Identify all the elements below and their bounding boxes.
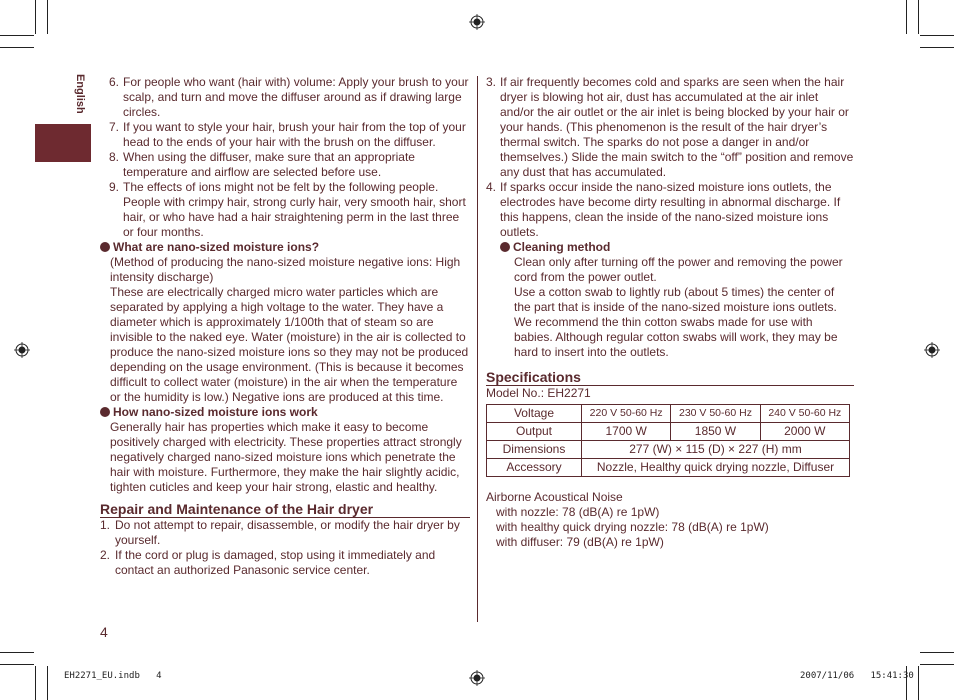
output-cell: 1700 W [582, 423, 671, 441]
repair-heading: Repair and Maintenance of the Hair dryer [100, 501, 470, 518]
registration-mark-icon [469, 670, 485, 686]
work-heading [100, 405, 470, 420]
list-number: 4. [486, 180, 497, 194]
voltage-label: Voltage [487, 405, 582, 423]
list-item [100, 150, 470, 180]
model-number: Model No.: EH2271 [486, 386, 591, 400]
work-text: Generally hair has properties which make it easy to become positively charged with electricity. These properties attract strongly negatively charged nano-sized moisture ions which penetrate the hair with moisture. Furthermore, they make the hair slightly acidic, tighten cuticles and keep your hair strong, elastic and healthy. [110, 420, 462, 494]
cleaning-heading-text: Cleaning method [513, 240, 611, 254]
output-label: Output [487, 423, 582, 441]
voltage-cell: 230 V 50-60 Hz [671, 405, 760, 423]
table-row [487, 459, 850, 477]
list-item [486, 180, 854, 240]
registration-mark-icon [924, 342, 940, 358]
crop-mark [906, 0, 907, 34]
voltage-cell: 220 V 50-60 Hz [582, 405, 671, 423]
list-text: The effects of ions might not be felt by the following people. People with crimpy hair, strong curly hair, very smooth hair, short hair, or who have had a hair straightening perm in the last three or four months. [123, 180, 466, 239]
spec-heading: Specifications [486, 369, 854, 386]
noise-line: with healthy quick drying nozzle: 78 (dB(A) re 1pW) [496, 520, 769, 534]
footer-file-page: 4 [156, 671, 162, 681]
crop-mark [920, 652, 954, 653]
crop-mark [918, 666, 919, 700]
list-text: When using the diffuser, make sure that an appropriate temperature and airflow are selected before use. [123, 150, 415, 179]
list-number: 8. [109, 150, 120, 164]
accessory-cell: Nozzle, Healthy quick drying nozzle, Diffuser [582, 459, 850, 477]
crop-mark [920, 47, 954, 48]
voltage-cell: 240 V 50-60 Hz [760, 405, 849, 423]
table-row [487, 441, 850, 459]
footer-file-name: EH2271_EU.indb [64, 671, 140, 681]
crop-mark [35, 666, 36, 700]
registration-mark-icon [14, 342, 30, 358]
nano-heading-text: What are nano-sized moisture ions? [113, 240, 320, 254]
spec-table [486, 404, 850, 477]
crop-mark [918, 0, 919, 34]
bullet-icon [500, 242, 510, 252]
bullet-icon [100, 242, 110, 252]
crop-mark [35, 0, 36, 34]
cleaning-heading [500, 240, 854, 255]
list-item [100, 120, 470, 150]
page-number: 4 [100, 624, 108, 640]
list-number: 3. [486, 75, 497, 89]
nano-method: (Method of producing the nano-sized moisture negative ions: High intensity discharge) [110, 255, 461, 284]
crop-mark [0, 652, 34, 653]
footer-time: 15:41:30 [870, 671, 914, 681]
dimensions-cell: 277 (W) × 115 (D) × 227 (H) mm [582, 441, 850, 459]
list-item [100, 180, 470, 240]
list-number: 2. [100, 548, 111, 562]
footer-timestamp [800, 671, 914, 681]
noise-line: with diffuser: 79 (dB(A) re 1pW) [496, 535, 664, 549]
crop-mark [920, 35, 954, 36]
language-tab-block [35, 124, 91, 162]
language-tab-label: English [74, 74, 86, 114]
left-column [100, 75, 470, 578]
noise-line: with nozzle: 78 (dB(A) re 1pW) [496, 505, 660, 519]
cleaning-text-1: Clean only after turning off the power and removing the power cord from the power outlet. [514, 255, 843, 284]
list-number: 6. [109, 75, 120, 89]
list-text: If the cord or plug is damaged, stop using it immediately and contact an authorized Panasonic service center. [115, 548, 436, 577]
list-text: If air frequently becomes cold and sparks are seen when the hair dryer is blowing hot air, dust has accumulated at the air inlet and/or the air outlet or the air inlet is being blocked by your hair or your hands. (This phenomenon is the result of the hair dryer’s thermal switch. The sparks do not pose a danger in and/or themselves.) Slide the main switch to the “off” position and remove any dust that has accumulated. [500, 75, 854, 179]
output-cell: 1850 W [671, 423, 760, 441]
footer-date: 2007/11/06 [800, 671, 855, 681]
list-text: For people who want (hair with) volume: Apply your brush to your scalp, and turn and move the diffuser around as if drawing large circles. [123, 75, 469, 119]
right-column [486, 75, 854, 550]
table-row [487, 423, 850, 441]
crop-mark [0, 47, 34, 48]
footer-file [64, 671, 162, 681]
accessory-label: Accessory [487, 459, 582, 477]
list-text: Do not attempt to repair, disassemble, or modify the hair dryer by yourself. [115, 518, 460, 547]
table-row [487, 405, 850, 423]
list-item [100, 518, 470, 548]
list-number: 7. [109, 120, 120, 134]
crop-mark [47, 0, 48, 34]
cleaning-text-2: Use a cotton swab to lightly rub (about 5 times) the center of the part that is inside of the nano-sized moisture ions outlets. We recommend the thin cotton swabs made for use with babies. Although regular cotton swabs will work, they may be hard to insert into the outlets. [514, 285, 838, 359]
nano-text: These are electrically charged micro water particles which are separated by applying a high voltage to the water. They have a diameter which is approximately 1/100th that of steam so are invisible to the naked eye. Water (moisture) in the air is collected to produce the nano-sized moisture ions so they may not be produced depending on the usage environment. (This is because it becomes difficult to collect water (moisture) in the air when the temperature or the humidity is low.) Negative ions are produced at this time. [110, 285, 469, 404]
crop-mark [920, 664, 954, 665]
registration-mark-icon [469, 14, 485, 30]
bullet-icon [100, 407, 110, 417]
dimensions-label: Dimensions [487, 441, 582, 459]
list-number: 9. [109, 180, 120, 194]
list-text: If you want to style your hair, brush your hair from the top of your head to the ends of your hair with the brush on the diffuser. [123, 120, 466, 149]
noise-heading: Airborne Acoustical Noise [486, 490, 623, 504]
nano-heading [100, 240, 470, 255]
list-number: 1. [100, 518, 111, 532]
list-item [100, 75, 470, 120]
list-item [100, 548, 470, 578]
list-item [486, 75, 854, 180]
list-text: If sparks occur inside the nano-sized moisture ions outlets, the electrodes have become dirty resulting in abnormal discharge. If this happens, clean the inside of the nano-sized moisture ions outlets. [500, 180, 841, 239]
crop-mark [0, 35, 34, 36]
crop-mark [0, 664, 34, 665]
column-divider [477, 76, 478, 622]
output-cell: 2000 W [760, 423, 849, 441]
crop-mark [47, 666, 48, 700]
language-tab [72, 70, 92, 122]
work-heading-text: How nano-sized moisture ions work [113, 405, 318, 419]
